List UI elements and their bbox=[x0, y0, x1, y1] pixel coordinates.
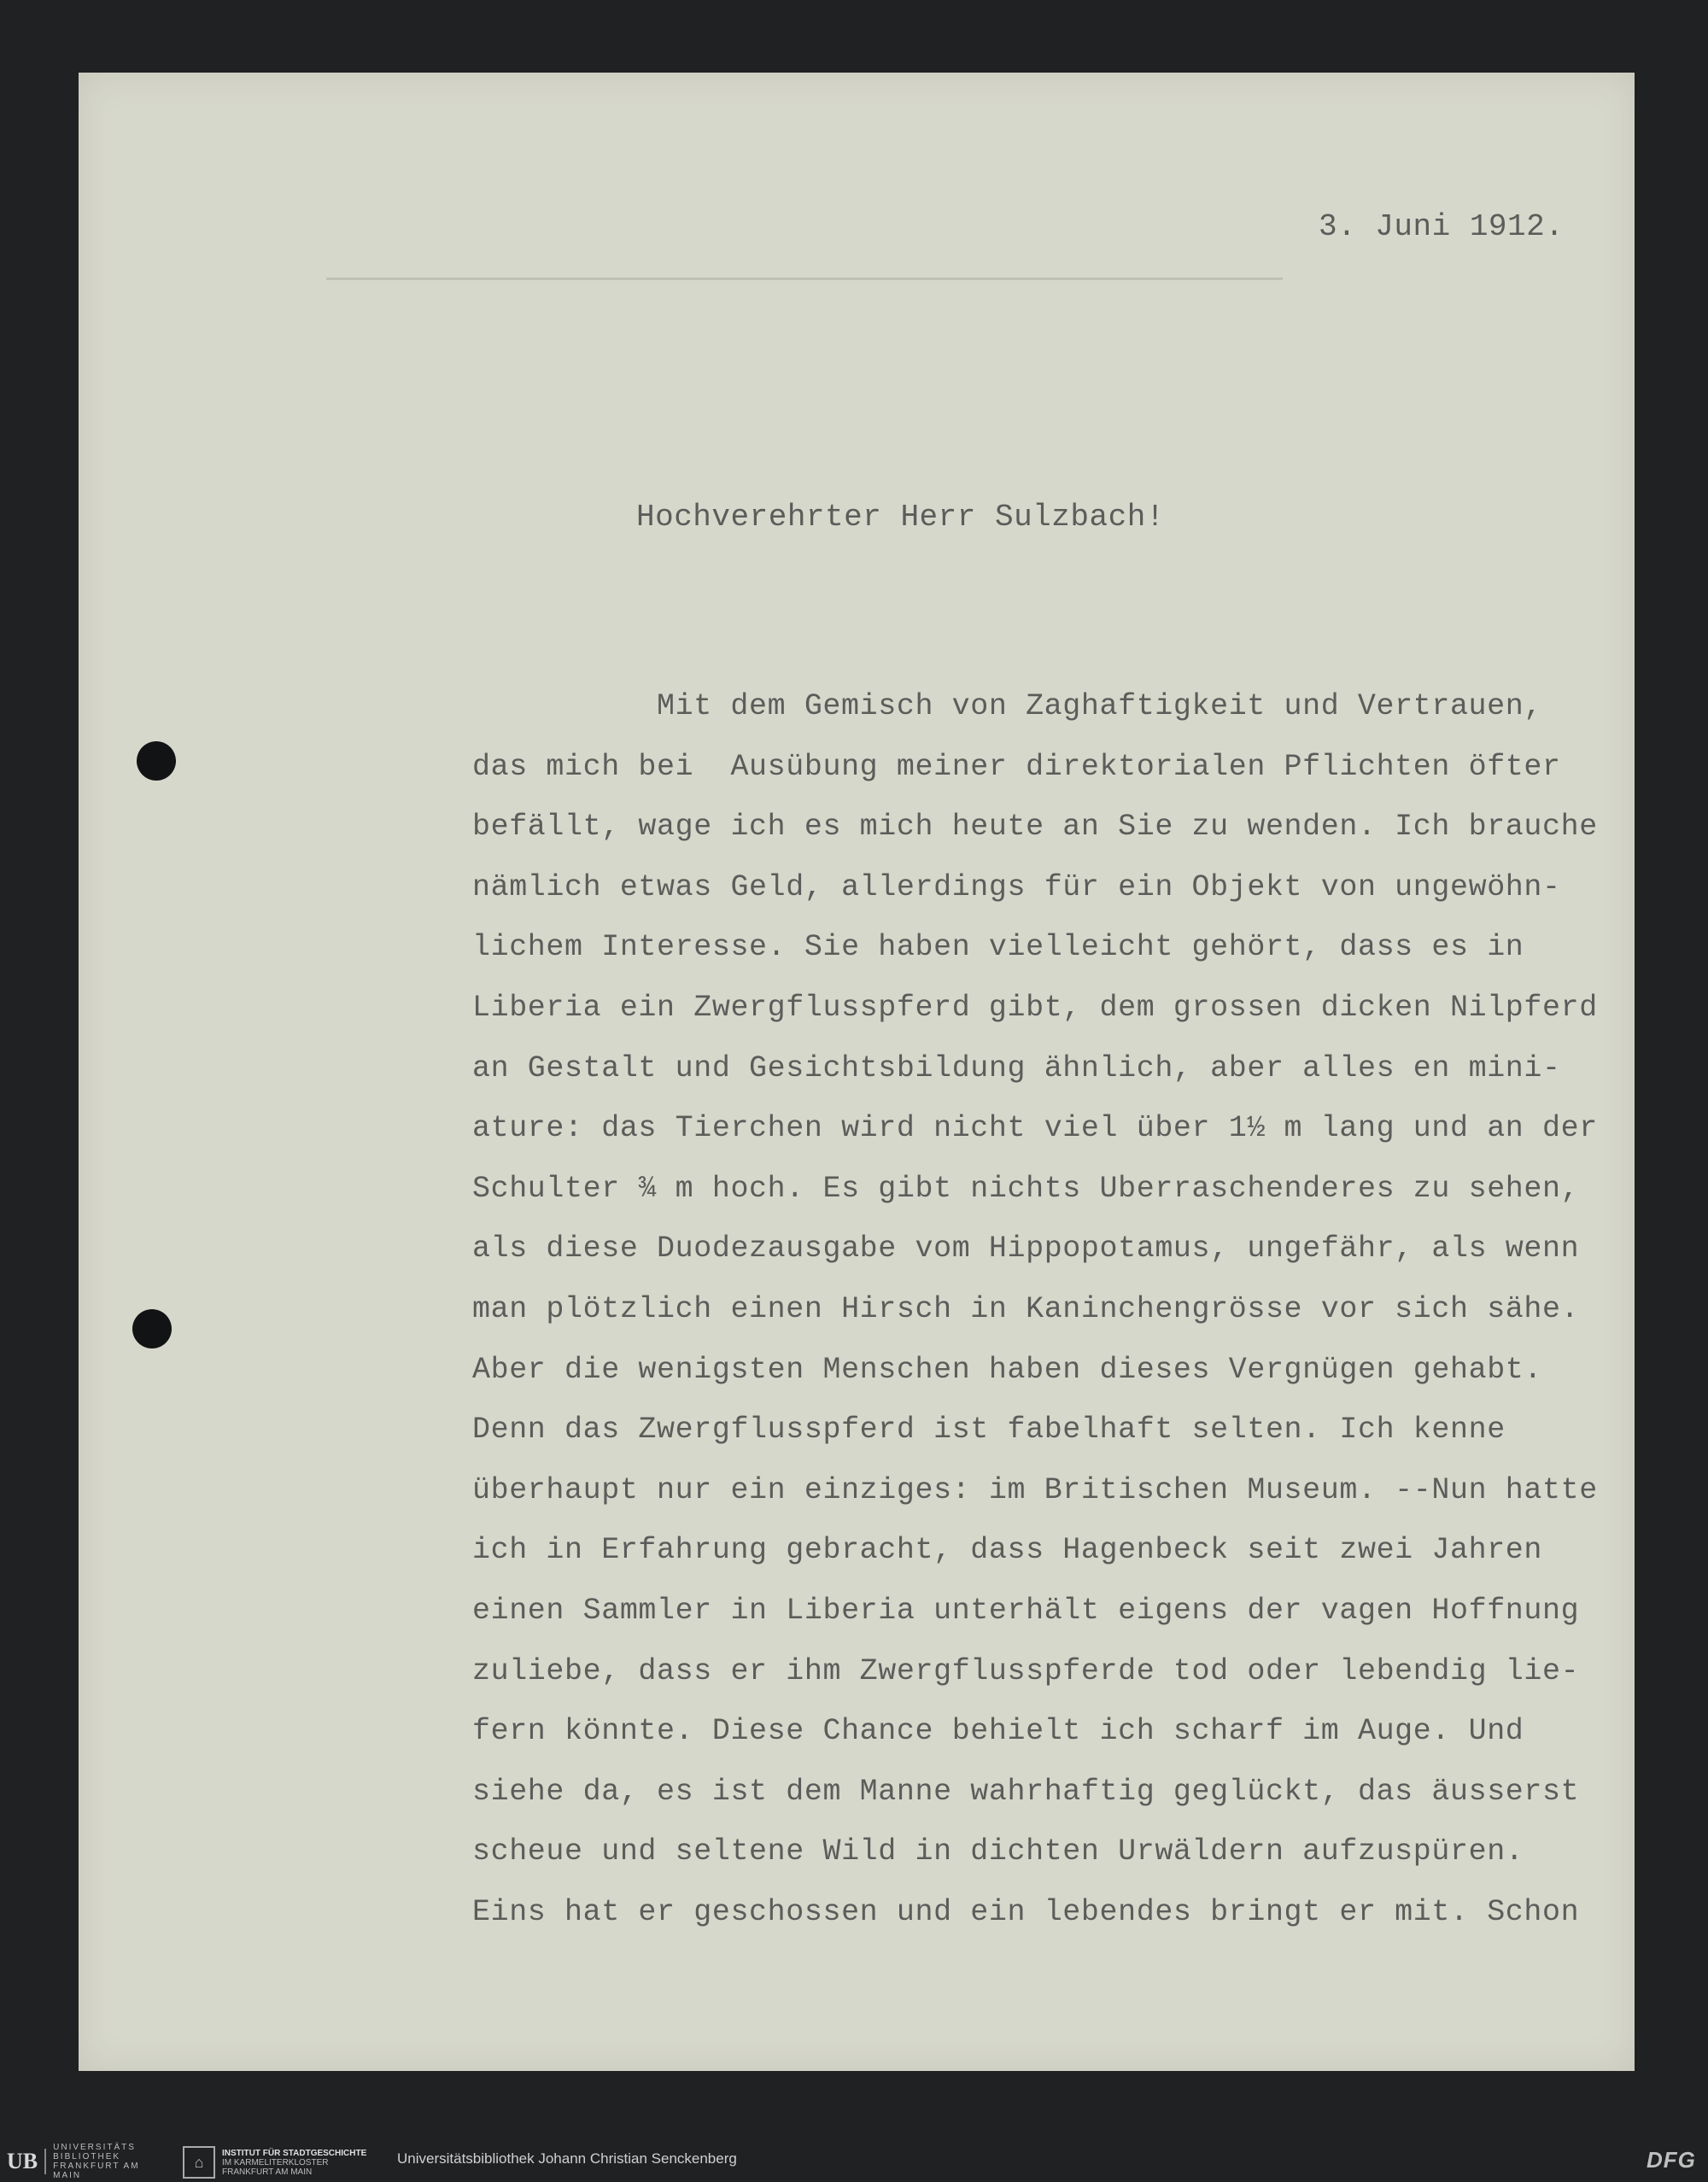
body-line: lichem Interesse. Sie haben vielleicht gehört, dass es in bbox=[472, 930, 1524, 965]
body-line: Liberia ein Zwergflusspferd gibt, dem grossen dicken Nilpferd bbox=[472, 990, 1598, 1025]
body-line: Denn das Zwergflusspferd ist fabelhaft selten. Ich kenne bbox=[472, 1413, 1506, 1448]
letter-salutation: Hochverehrter Herr Sulzbach! bbox=[636, 500, 1165, 535]
body-line: überhaupt nur ein einziges: im Britischen Museum. --Nun hatte bbox=[472, 1472, 1598, 1507]
building-icon: ⌂ bbox=[183, 2146, 215, 2179]
body-line: Eins hat er geschossen und ein lebendes bringt er mit. Schon bbox=[472, 1894, 1580, 1929]
isg-logo-text bbox=[222, 2149, 376, 2177]
body-line: fern könnte. Diese Chance behielt ich scharf im Auge. Und bbox=[472, 1714, 1524, 1749]
body-line: nämlich etwas Geld, allerdings für ein Objekt von ungewöhn- bbox=[472, 869, 1561, 904]
punch-hole bbox=[137, 741, 176, 781]
ub-logo-text: UNIVERSITÄTS BIBLIOTHEK FRANKFURT AM MAIN bbox=[53, 2143, 140, 2180]
letter-body bbox=[472, 676, 1634, 1942]
body-line: Schulter ¾ m hoch. Es gibt nichts Uberraschenderes zu sehen, bbox=[472, 1171, 1580, 1206]
isg-logo[interactable] bbox=[183, 2146, 376, 2179]
library-name: Universitätsbibliothek Johann Christian Senckenberg bbox=[397, 2150, 737, 2167]
punch-hole bbox=[132, 1309, 172, 1348]
body-line: ature: das Tierchen wird nicht viel über 1½ m lang und an der bbox=[472, 1111, 1598, 1146]
paper-smudge bbox=[326, 278, 1283, 280]
body-line: als diese Duodezausgabe vom Hippopotamus, ungefähr, als wenn bbox=[472, 1231, 1580, 1266]
isg-subtitle: IM KARMELITERKLOSTER FRANKFURT AM MAIN bbox=[222, 2157, 329, 2177]
footer-bar bbox=[0, 2139, 1708, 2182]
body-line: siehe da, es ist dem Manne wahrhaftig geglückt, das äusserst bbox=[472, 1774, 1580, 1809]
body-line: man plötzlich einen Hirsch in Kaninchengrösse vor sich sähe. bbox=[472, 1291, 1580, 1326]
isg-title: INSTITUT FÜR STADTGESCHICHTE bbox=[222, 2148, 367, 2158]
dfg-logo[interactable]: DFG bbox=[1647, 2147, 1696, 2173]
body-line: an Gestalt und Gesichtsbildung ähnlich, aber alles en mini- bbox=[472, 1050, 1561, 1085]
body-line: zuliebe, dass er ihm Zwergflusspferde tod oder lebendig lie- bbox=[472, 1653, 1580, 1688]
letter-date: 3. Juni 1912. bbox=[1319, 209, 1565, 244]
body-line: Aber die wenigsten Menschen haben dieses Vergnügen gehabt. bbox=[472, 1352, 1542, 1387]
body-line: Mit dem Gemisch von Zaghaftigkeit und Vertrauen, bbox=[657, 689, 1542, 723]
body-line: ich in Erfahrung gebracht, dass Hagenbeck seit zwei Jahren bbox=[472, 1533, 1542, 1568]
ub-logo[interactable] bbox=[7, 2143, 147, 2180]
body-line: befällt, wage ich es mich heute an Sie zu wenden. Ich brauche bbox=[472, 810, 1598, 845]
body-line: einen Sammler in Liberia unterhält eigens der vagen Hoffnung bbox=[472, 1593, 1580, 1628]
body-line: das mich bei Ausübung meiner direktorialen Pflichten öfter bbox=[472, 749, 1561, 784]
body-line: scheue und seltene Wild in dichten Urwäldern aufzuspüren. bbox=[472, 1834, 1524, 1869]
ub-logo-mark: UB bbox=[7, 2149, 46, 2174]
